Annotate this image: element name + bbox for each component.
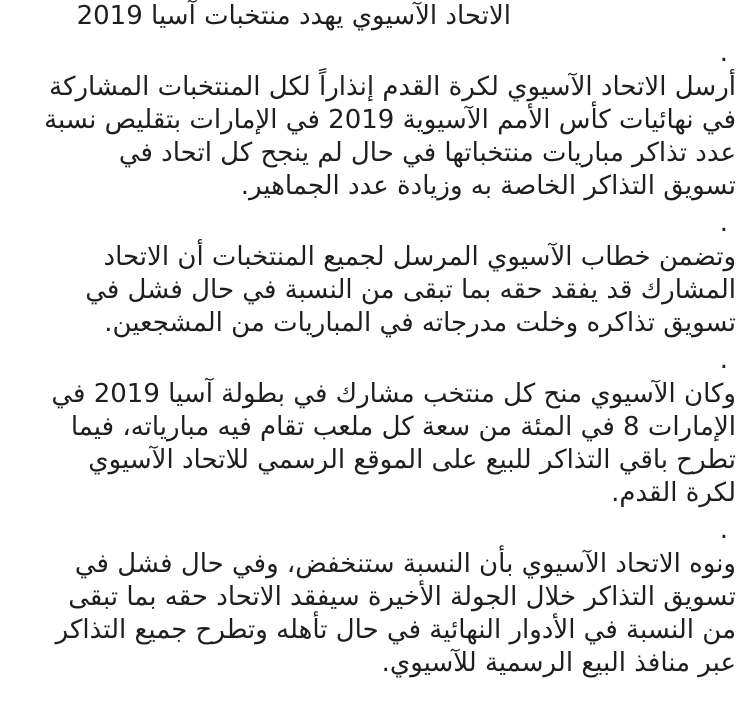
paragraph-line: وكان الآسيوي منح كل منتخب مشارك في بطولة آسيا 2019 في <box>51 379 736 409</box>
post-title: الاتحاد الآسيوي يهدد منتخبات آسيا 2019 <box>76 1 511 31</box>
paragraph-line: في نهائيات كأس الأمم الآسيوية 2019 في الإمارات بتقليص نسبة <box>44 105 736 135</box>
paragraph-line: تطرح باقي التذاكر للبيع على الموقع الرسمي للاتحاد الآسيوي <box>88 445 736 475</box>
paragraph-line: المشارك قد يفقد حقه بما تبقى من النسبة في حال فشل في <box>85 275 736 305</box>
paragraph-line: تسويق التذاكر خلال الجولة الأخيرة سيفقد الاتحاد حقه بما تبقى <box>68 582 736 612</box>
paragraph-line: وتضمن خطاب الآسيوي المرسل لجميع المنتخبات أن الاتحاد <box>103 242 736 272</box>
separator-dot: . <box>719 38 728 68</box>
paragraph-line: تسويق تذاكره وخلت مدرجاته في المباريات من المشجعين. <box>104 308 736 338</box>
paragraph-4 <box>10 548 736 680</box>
separator-dot: . <box>719 345 728 375</box>
paragraph-line: من النسبة في الأدوار النهائية في حال تأهله وتطرح جميع التذاكر <box>55 615 736 645</box>
paragraph-line: ونوه الاتحاد الآسيوي بأن النسبة ستنخفض، وفي حال فشل في <box>74 549 736 579</box>
paragraph-line: عبر منافذ البيع الرسمية للآسيوي. <box>381 648 736 678</box>
paragraph-line: عدد تذاكر مباريات منتخباتها في حال لم ينجح كل اتحاد في <box>118 138 736 168</box>
separator-dot: . <box>719 515 728 545</box>
paragraph-line: أرسل الاتحاد الآسيوي لكرة القدم إنذاراً لكل المنتخبات المشاركة <box>49 72 736 102</box>
separator-dot: . <box>719 208 728 238</box>
paragraph-line: تسويق التذاكر الخاصة به وزيادة عدد الجماهير. <box>240 171 736 201</box>
paragraph-2 <box>10 241 736 340</box>
paragraph-1 <box>10 71 736 203</box>
paragraph-3 <box>10 378 736 510</box>
paragraph-line: الإمارات 8 في المئة من سعة كل ملعب تقام فيه مبارياته، فيما <box>70 412 736 442</box>
paragraph-line: لكرة القدم. <box>611 478 736 508</box>
